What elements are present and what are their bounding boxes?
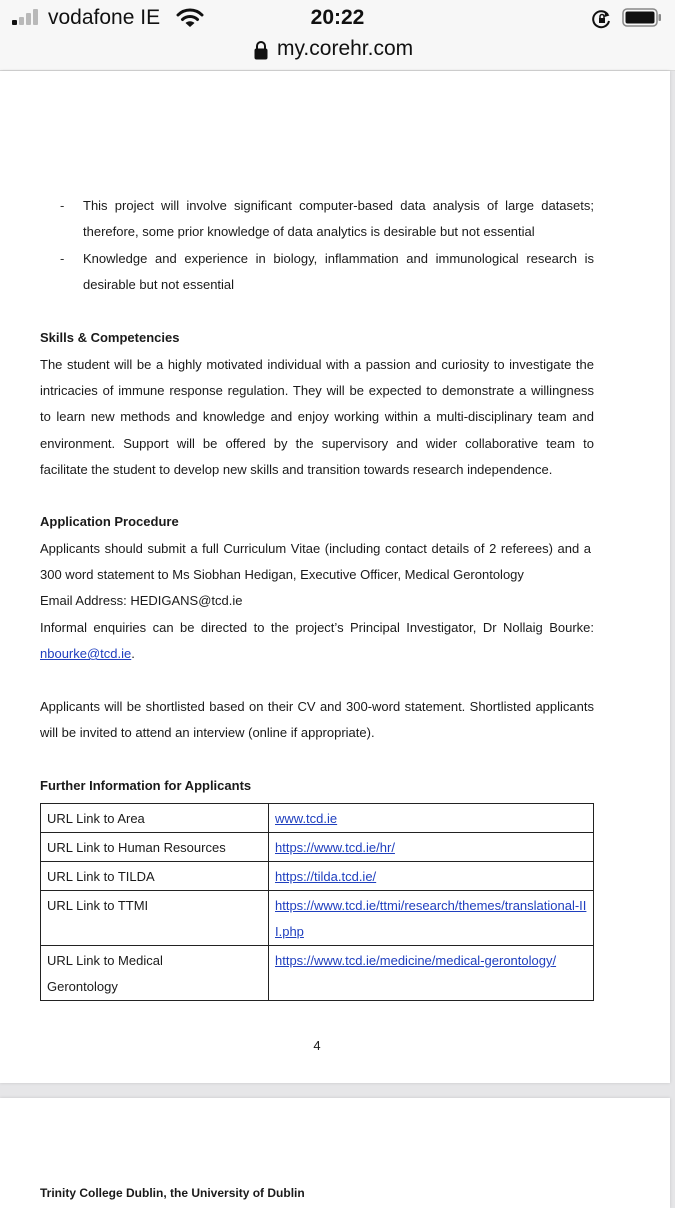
enquiries-email-link[interactable]: nbourke@tcd.ie [40, 646, 132, 661]
bullet-1-line-2: therefore, some prior knowledge of data analytics is desirable but not essential [83, 224, 535, 239]
table-cell-label: URL Link to Human Resources [41, 833, 269, 862]
skills-line-5: facilitate the student to develop new skills and transition towards research independence. [40, 462, 553, 477]
enquiries-line: Informal enquiries can be directed to the project’s Principal Investigator, Dr Nollaig Bourke: [40, 620, 594, 635]
lock-icon [254, 40, 268, 60]
status-bar [0, 0, 675, 36]
application-line-2: 300 word statement to Ms Siobhan Hedigan, Executive Officer, Medical Gerontology [40, 567, 524, 582]
shortlist-line-1: Applicants will be shortlisted based on their CV and 300-word statement. Shortlisted applicants [40, 699, 594, 714]
further-info-table [40, 803, 594, 1001]
table-cell-link [269, 946, 594, 1001]
table-cell-label: URL Link to TTMI [41, 891, 269, 946]
bullet-2-line-1: Knowledge and experience in biology, inflammation and immunological research is [83, 251, 594, 266]
further-info-heading: Further Information for Applicants [40, 778, 252, 793]
url-text[interactable]: my.corehr.com [277, 37, 414, 60]
skills-line-4: environment. Support will be offered by the supervisory and wider collaborative team to [40, 436, 594, 451]
area-link[interactable]: www.tcd.ie [275, 811, 338, 826]
application-heading: Application Procedure [40, 514, 179, 529]
university-name: Trinity College Dublin, the University of Dublin [40, 1186, 305, 1200]
table-cell-link [269, 804, 594, 833]
table-cell-label: URL Link to Area [41, 804, 269, 833]
skills-heading: Skills & Competencies [40, 330, 180, 345]
tilda-link[interactable]: https://tilda.tcd.ie/ [275, 869, 377, 884]
address-bar[interactable] [0, 36, 675, 71]
table-row [41, 891, 594, 946]
skills-line-3: to learn new methods and knowledge and enjoy working within a multi-disciplinary team and [40, 409, 594, 424]
table-row [41, 946, 594, 1001]
clock: 20:22 [310, 6, 365, 29]
next-document-page [0, 1098, 670, 1208]
skills-line-1: The student will be a highly motivated individual with a passion and curiosity to investigate the [40, 357, 594, 372]
enquiries-period: . [131, 646, 135, 661]
table-cell-label: URL Link to TILDA [41, 862, 269, 891]
skills-line-2: intricacies of immune response regulation. They will be expected to demonstrate a willingness [40, 383, 594, 398]
document-page [0, 71, 670, 1083]
orientation-lock-icon [592, 9, 612, 29]
carrier-name: vodafone IE [48, 6, 161, 29]
table-cell-link [269, 862, 594, 891]
page-number: 4 [313, 1038, 321, 1053]
bullet-1-line-1: This project will involve significant computer-based data analysis of large datasets; [83, 198, 594, 213]
table-cell-label: URL Link to Medical Gerontology [41, 946, 269, 1001]
enquiries-email-line [40, 646, 135, 661]
shortlist-line-2: will be invited to attend an interview (online if appropriate). [40, 725, 375, 740]
table-row [41, 833, 594, 862]
ttmi-link[interactable]: https://www.tcd.ie/ttmi/research/themes/translational-III.php [275, 898, 587, 939]
table-cell-link [269, 891, 594, 946]
application-line-1: Applicants should submit a full Curriculum Vitae (including contact details of 2 referees) and a [40, 541, 591, 556]
hr-link[interactable]: https://www.tcd.ie/hr/ [275, 840, 395, 855]
application-email: Email Address: HEDIGANS@tcd.ie [40, 593, 243, 608]
table-row [41, 862, 594, 891]
bullet-marker: - [60, 251, 65, 266]
medical-gerontology-link[interactable]: https://www.tcd.ie/medicine/medical-gerontology/ [275, 953, 557, 968]
battery-icon [622, 8, 662, 27]
table-row [41, 804, 594, 833]
bullet-2-line-2: desirable but not essential [83, 277, 235, 292]
table-cell-link [269, 833, 594, 862]
bullet-marker: - [60, 198, 65, 213]
